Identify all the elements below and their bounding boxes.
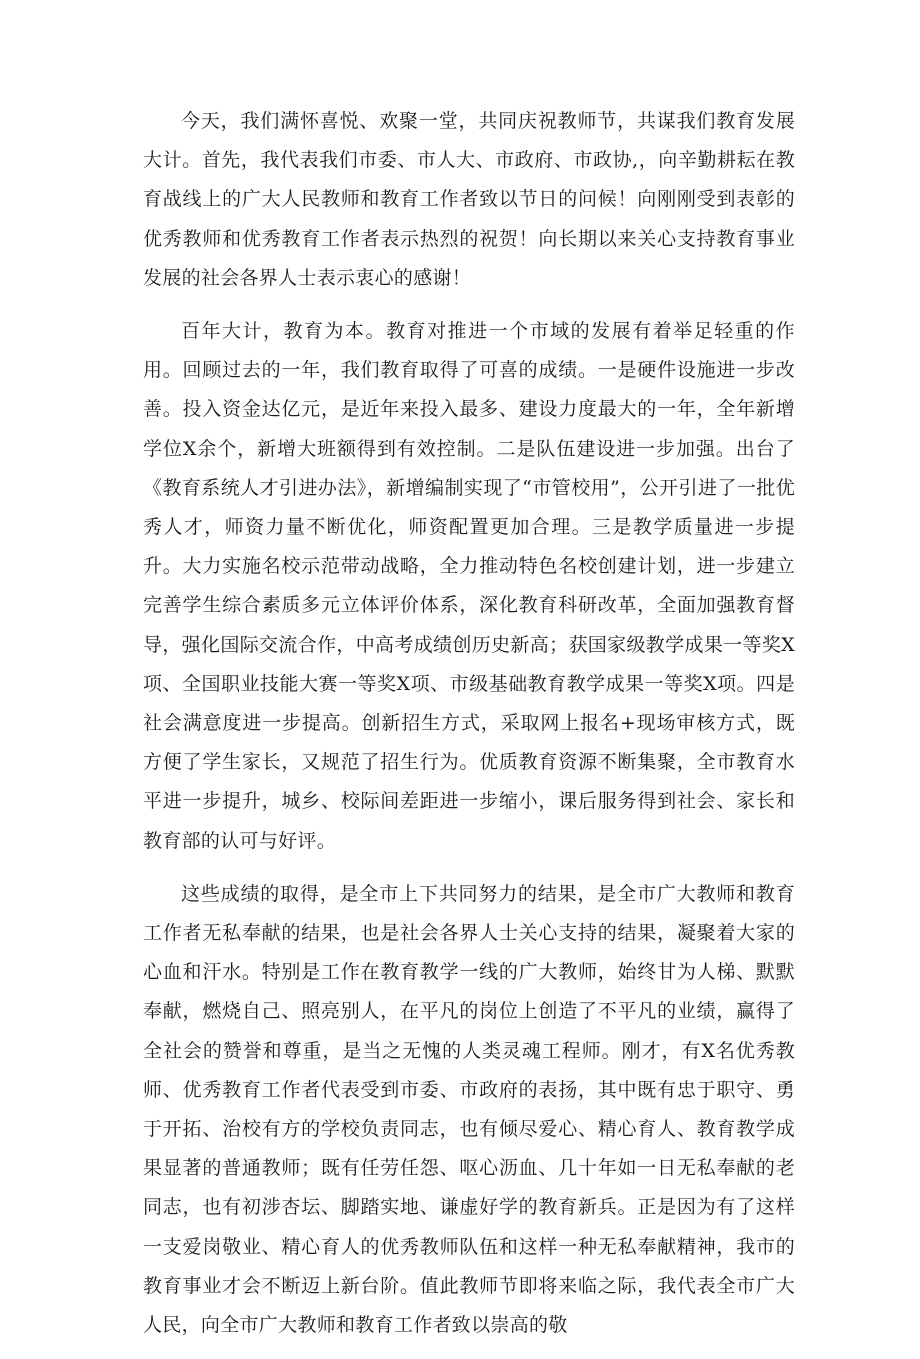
document-body [143, 102, 795, 1359]
paragraph-3: 这些成绩的取得，是全市上下共同努力的结果，是全市广大教师和教育工作者无私奉献的结果，也是社会各界人士关心支持的结果，凝聚着大家的心血和汗水。特别是工作在教育教学一线的广大教师，始终甘为人梯、默默奉献，燃烧自己、照亮别人，在平凡的岗位上创造了不平凡的业绩，赢得了全社会的赞誉和尊重，是当之无愧的人类灵魂工程师。刚才，有X名优秀教师、优秀教育工作者代表受到市委、市政府的表扬，其中既有忠于职守、勇于开拓、治校有方的学校负责同志，也有倾尽爱心、精心育人、教育教学成果显著的普通教师；既有任劳任怨、呕心沥血、几十年如一日无私奉献的老同志，也有初涉杏坛、脚踏实地、谦虚好学的教育新兵。正是因为有了这样一支爱岗敬业、精心育人的优秀教师队伍和这样一种无私奉献精神，我市的教育事业才会不断迈上新台阶。值此教师节即将来临之际，我代表全市广大人民，向全市广大教师和教育工作者致以崇高的敬 [143, 882, 795, 1337]
paragraph-2: 百年大计，教育为本。教育对推进一个市域的发展有着举足轻重的作用。回顾过去的一年，我们教育取得了可喜的成绩。一是硬件设施进一步改善。投入资金达亿元，是近年来投入最多、建设力度最大的一年，全年新增学位X余个，新增大班额得到有效控制。二是队伍建设进一步加强。出台了《教育系统人才引进办法》，新增编制实现了“市管校用”，公开引进了一批优秀人才，师资力量不断优化，师资配置更加合理。三是教学质量进一步提升。大力实施名校示范带动战略，全力推动特色名校创建计划，进一步建立完善学生综合素质多元立体评价体系，深化教育科研改革，全面加强教育督导，强化国际交流合作，中高考成绩创历史新高；获国家级教学成果一等奖X项、全国职业技能大赛一等奖X项、市级基础教育教学成果一等奖X项。四是社会满意度进一步提高。创新招生方式，采取网上报名+现场审核方式，既方便了学生家长，又规范了招生行为。优质教育资源不断集聚，全市教育水平进一步提升，城乡、校际间差距进一步缩小，课后服务得到社会、家长和教育部的认可与好评。 [143, 320, 795, 852]
paragraph-1: 今天，我们满怀喜悦、欢聚一堂，共同庆祝教师节，共谋我们教育发展大计。首先，我代表我们市委、市人大、市政府、市政协,，向辛勤耕耘在教育战线上的广大人民教师和教育工作者致以节日的问候！向刚刚受到表彰的优秀教师和优秀教育工作者表示热烈的祝贺！向长期以来关心支持教育事业发展的社会各界人士表示衷心的感谢！ [143, 110, 795, 289]
